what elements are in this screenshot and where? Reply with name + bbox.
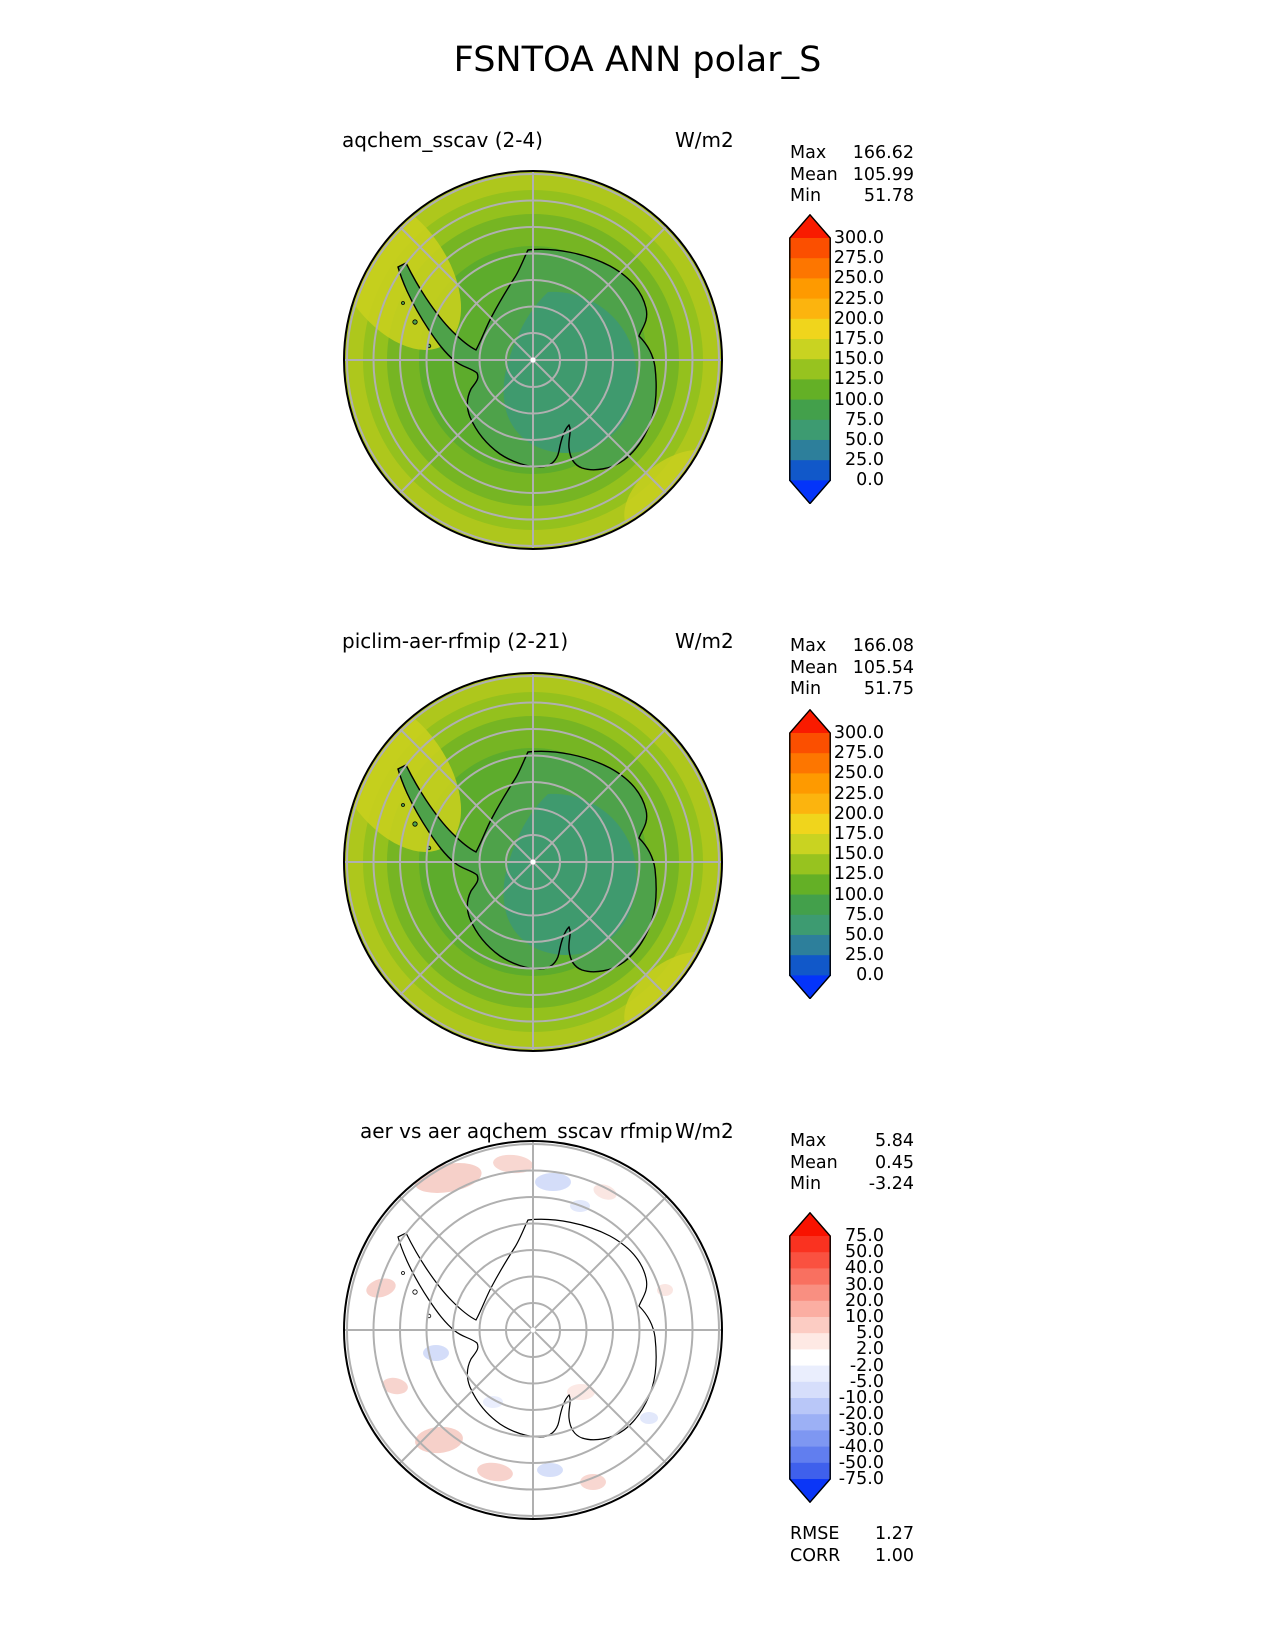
colorbar-tick-label: 40.0 bbox=[845, 1258, 884, 1279]
colorbar-tick-label: 175.0 bbox=[833, 329, 884, 349]
stat-row bbox=[790, 657, 914, 679]
colorbar-tick-label: -5.0 bbox=[849, 1371, 884, 1392]
stat-row bbox=[790, 1173, 914, 1195]
colorbar-tick-label: 175.0 bbox=[833, 824, 884, 844]
stat-value: 51.78 bbox=[863, 186, 914, 206]
colorbar-tick-label: 75.0 bbox=[845, 1226, 884, 1246]
stat-label: Max bbox=[790, 1131, 827, 1151]
colorbar-tick-label: 125.0 bbox=[833, 369, 884, 390]
colorbar-tick-label: 100.0 bbox=[833, 389, 884, 410]
colorbar-tick-label: 150.0 bbox=[833, 844, 884, 865]
stat-row bbox=[790, 1130, 914, 1152]
stat-label: Mean bbox=[790, 657, 838, 678]
stat-value: 166.08 bbox=[852, 636, 914, 656]
stat-value: 105.54 bbox=[852, 657, 914, 678]
stat-label: Min bbox=[790, 186, 822, 206]
stat-value: 5.84 bbox=[875, 1131, 914, 1151]
colorbar-tick-label: 300.0 bbox=[833, 228, 884, 248]
colorbar-tick-label: 50.0 bbox=[845, 925, 884, 945]
stat-row bbox=[790, 1152, 914, 1174]
colorbar-tick-label: -75.0 bbox=[838, 1469, 884, 1489]
colorbar-tick-label: 10.0 bbox=[845, 1307, 884, 1327]
stat-label: Mean bbox=[790, 164, 838, 185]
stat-label: Max bbox=[790, 636, 827, 656]
stat-label: RMSE bbox=[790, 1524, 840, 1544]
colorbar-tick-label: -2.0 bbox=[849, 1355, 884, 1376]
colorbar-tick-label: 0.0 bbox=[856, 470, 884, 491]
colorbar-tick-label: 50.0 bbox=[845, 430, 884, 450]
colorbar-tick-label: 25.0 bbox=[845, 450, 884, 471]
polar-map-field bbox=[343, 672, 723, 1052]
colorbar-tick-label: 200.0 bbox=[833, 308, 884, 329]
stat-label: Mean bbox=[790, 1152, 838, 1173]
colorbar-tick-label: -10.0 bbox=[838, 1388, 884, 1408]
panel-title: aer vs aer aqchem_sscav rfmip bbox=[360, 1119, 673, 1143]
stat-row bbox=[790, 1545, 914, 1567]
colorbar-tick-label: 225.0 bbox=[833, 288, 884, 309]
colorbar-tick-label: 75.0 bbox=[845, 409, 884, 430]
colorbar-tick-label: 20.0 bbox=[845, 1290, 884, 1311]
stat-row bbox=[790, 678, 914, 700]
stat-row bbox=[790, 185, 914, 207]
stat-row bbox=[790, 635, 914, 657]
stat-label: Min bbox=[790, 1174, 822, 1194]
stat-row bbox=[790, 1523, 914, 1545]
colorbar-tick-label: 275.0 bbox=[833, 743, 884, 764]
units-label: W/m2 bbox=[675, 1119, 734, 1143]
figure-title: FSNTOA ANN polar_S bbox=[453, 40, 822, 80]
colorbar-tick-label: -30.0 bbox=[838, 1420, 884, 1441]
stat-row bbox=[790, 164, 914, 186]
panel-title: aqchem_sscav (2-4) bbox=[342, 128, 543, 152]
stat-label: Max bbox=[790, 143, 827, 163]
stat-value: 1.00 bbox=[875, 1545, 914, 1566]
colorbar-tick-label: -40.0 bbox=[838, 1436, 884, 1457]
colorbar-tick-label: 100.0 bbox=[833, 884, 884, 905]
colorbar-tick-label: 225.0 bbox=[833, 783, 884, 804]
colorbar-tick-label: 75.0 bbox=[845, 904, 884, 925]
stat-value: 166.62 bbox=[852, 143, 914, 163]
units-label: W/m2 bbox=[675, 629, 734, 653]
colorbar-tick-label: 5.0 bbox=[856, 1323, 884, 1344]
south-pole-marker bbox=[530, 357, 535, 362]
colorbar-tick-label: 200.0 bbox=[833, 803, 884, 824]
colorbar-tick-label: 30.0 bbox=[845, 1274, 884, 1295]
colorbar-tick-label: 50.0 bbox=[845, 1242, 884, 1263]
stat-value: 0.45 bbox=[875, 1152, 914, 1173]
colorbar-tick-label: 125.0 bbox=[833, 864, 884, 885]
polar-map-difference bbox=[343, 1140, 723, 1520]
colorbar-tick-label: 25.0 bbox=[845, 945, 884, 966]
stat-value: 105.99 bbox=[852, 164, 914, 185]
colorbar-tick-label: 300.0 bbox=[833, 723, 884, 743]
colorbar-tick-label: 275.0 bbox=[833, 248, 884, 269]
colorbar-tick-label: 150.0 bbox=[833, 349, 884, 370]
polar-map-field bbox=[343, 170, 723, 550]
colorbar-tick-label: -50.0 bbox=[838, 1452, 884, 1473]
units-label: W/m2 bbox=[675, 128, 734, 152]
stat-row bbox=[790, 142, 914, 164]
panel-title: piclim-aer-rfmip (2-21) bbox=[342, 629, 569, 653]
stat-value: -3.24 bbox=[868, 1174, 914, 1194]
colorbar-tick-label: -20.0 bbox=[838, 1404, 884, 1425]
colorbar-tick-label: 2.0 bbox=[856, 1339, 884, 1360]
south-pole-marker bbox=[530, 1327, 535, 1332]
stat-label: CORR bbox=[790, 1545, 841, 1566]
colorbar-tick-label: 250.0 bbox=[833, 763, 884, 784]
south-pole-marker bbox=[530, 859, 535, 864]
stat-value: 51.75 bbox=[863, 679, 914, 699]
colorbar-tick-label: 250.0 bbox=[833, 268, 884, 289]
stat-value: 1.27 bbox=[875, 1524, 914, 1544]
stat-label: Min bbox=[790, 679, 822, 699]
colorbar-tick-label: 0.0 bbox=[856, 965, 884, 986]
